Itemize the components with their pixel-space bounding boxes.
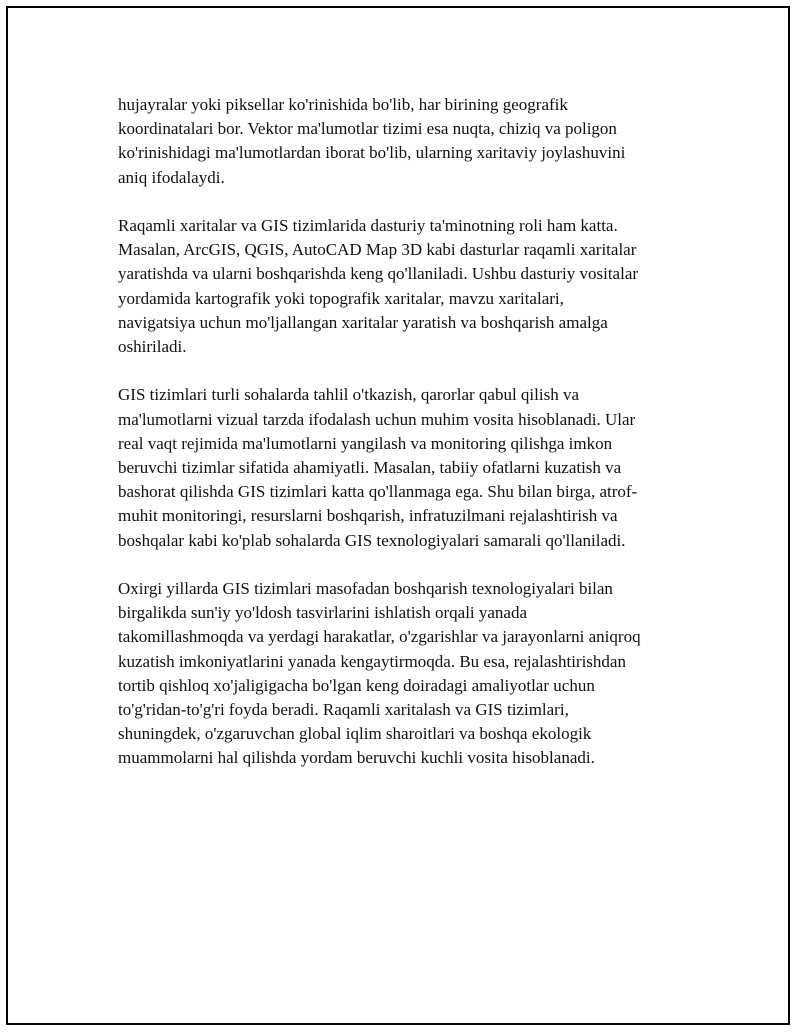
text-line: ko'rinishidagi ma'lumotlardan iborat bo'lib, ularning xaritaviy joylashuvini — [118, 143, 626, 163]
text-line: ma'lumotlarni vizual tarzda ifodalash uchun muhim vosita hisoblanadi. Ular — [118, 409, 636, 429]
paragraph-gis-applications — [118, 383, 690, 552]
text-line: birgalikda sun'iy yo'ldosh tasvirlarini ishlatish orqali yanada — [118, 603, 528, 623]
text-line: aniq ifodalaydi. — [118, 167, 225, 187]
text-line: muhit monitoringi, resurslarni boshqarish, infratuzilmani rejalashtirish va — [118, 506, 618, 526]
paragraph-recent-years — [118, 577, 690, 771]
text-line: oshiriladi. — [118, 337, 187, 357]
text-line: boshqalar kabi ko'plab sohalarda GIS texnologiyalari samarali qo'llaniladi. — [118, 530, 626, 550]
text-line: tortib qishloq xo'jaligigacha bo'lgan keng doiradagi amaliyotlar uchun — [118, 675, 595, 695]
text-line: beruvchi tizimlar sifatida ahamiyatli. Masalan, tabiiy ofatlarni kuzatish va — [118, 458, 622, 478]
text-line: koordinatalari bor. Vektor ma'lumotlar tizimi esa nuqta, chiziq va poligon — [118, 119, 617, 139]
text-line: muammolarni hal qilishda yordam beruvchi kuchli vosita hisoblanadi. — [118, 748, 595, 768]
text-line: real vaqt rejimida ma'lumotlarni yangilash va monitoring qilishga imkon — [118, 433, 613, 453]
text-line: Raqamli xaritalar va GIS tizimlarida dasturiy ta'minotning roli ham katta. — [118, 216, 618, 235]
text-line: Oxirgi yillarda GIS tizimlari masofadan boshqarish texnologiyalari bilan — [118, 579, 613, 599]
text-line: yaratishda va ularni boshqarishda keng qo'llaniladi. Ushbu dasturiy vositalar — [118, 264, 639, 284]
text-line: bashorat qilishda GIS tizimlari katta qo'llanmaga ega. Shu bilan birga, atrof- — [118, 482, 638, 502]
text-line: shuningdek, o'zgaruvchan global iqlim sharoitlari va boshqa ekologik — [118, 724, 592, 744]
text-line: to'g'ridan-to'g'ri foyda beradi. Raqamli xaritalash va GIS tizimlari, — [118, 700, 569, 720]
text-line: Masalan, ArcGIS, QGIS, AutoCAD Map 3D kabi dasturlar raqamli xaritalar — [118, 240, 637, 260]
text-line: yordamida kartografik yoki topografik xaritalar, mavzu xaritalari, — [118, 288, 564, 308]
document-body — [118, 93, 690, 795]
text-line: kuzatish imkoniyatlarini yanada kengaytirmoqda. Bu esa, rejalashtirishdan — [118, 651, 626, 671]
text-line: takomillashmoqda va yerdagi harakatlar, o'zgarishlar va jarayonlarni aniqroq — [118, 627, 641, 647]
paragraph-software — [118, 214, 690, 359]
text-line: hujayralar yoki piksellar ko'rinishida bo'lib, har birining geografik — [118, 95, 568, 114]
text-line: navigatsiya uchun mo'ljallangan xaritalar yaratish va boshqarish amalga — [118, 312, 608, 332]
paragraph-raster-data — [118, 93, 690, 190]
text-line: GIS tizimlari turli sohalarda tahlil o'tkazish, qarorlar qabul qilish va — [118, 385, 580, 405]
